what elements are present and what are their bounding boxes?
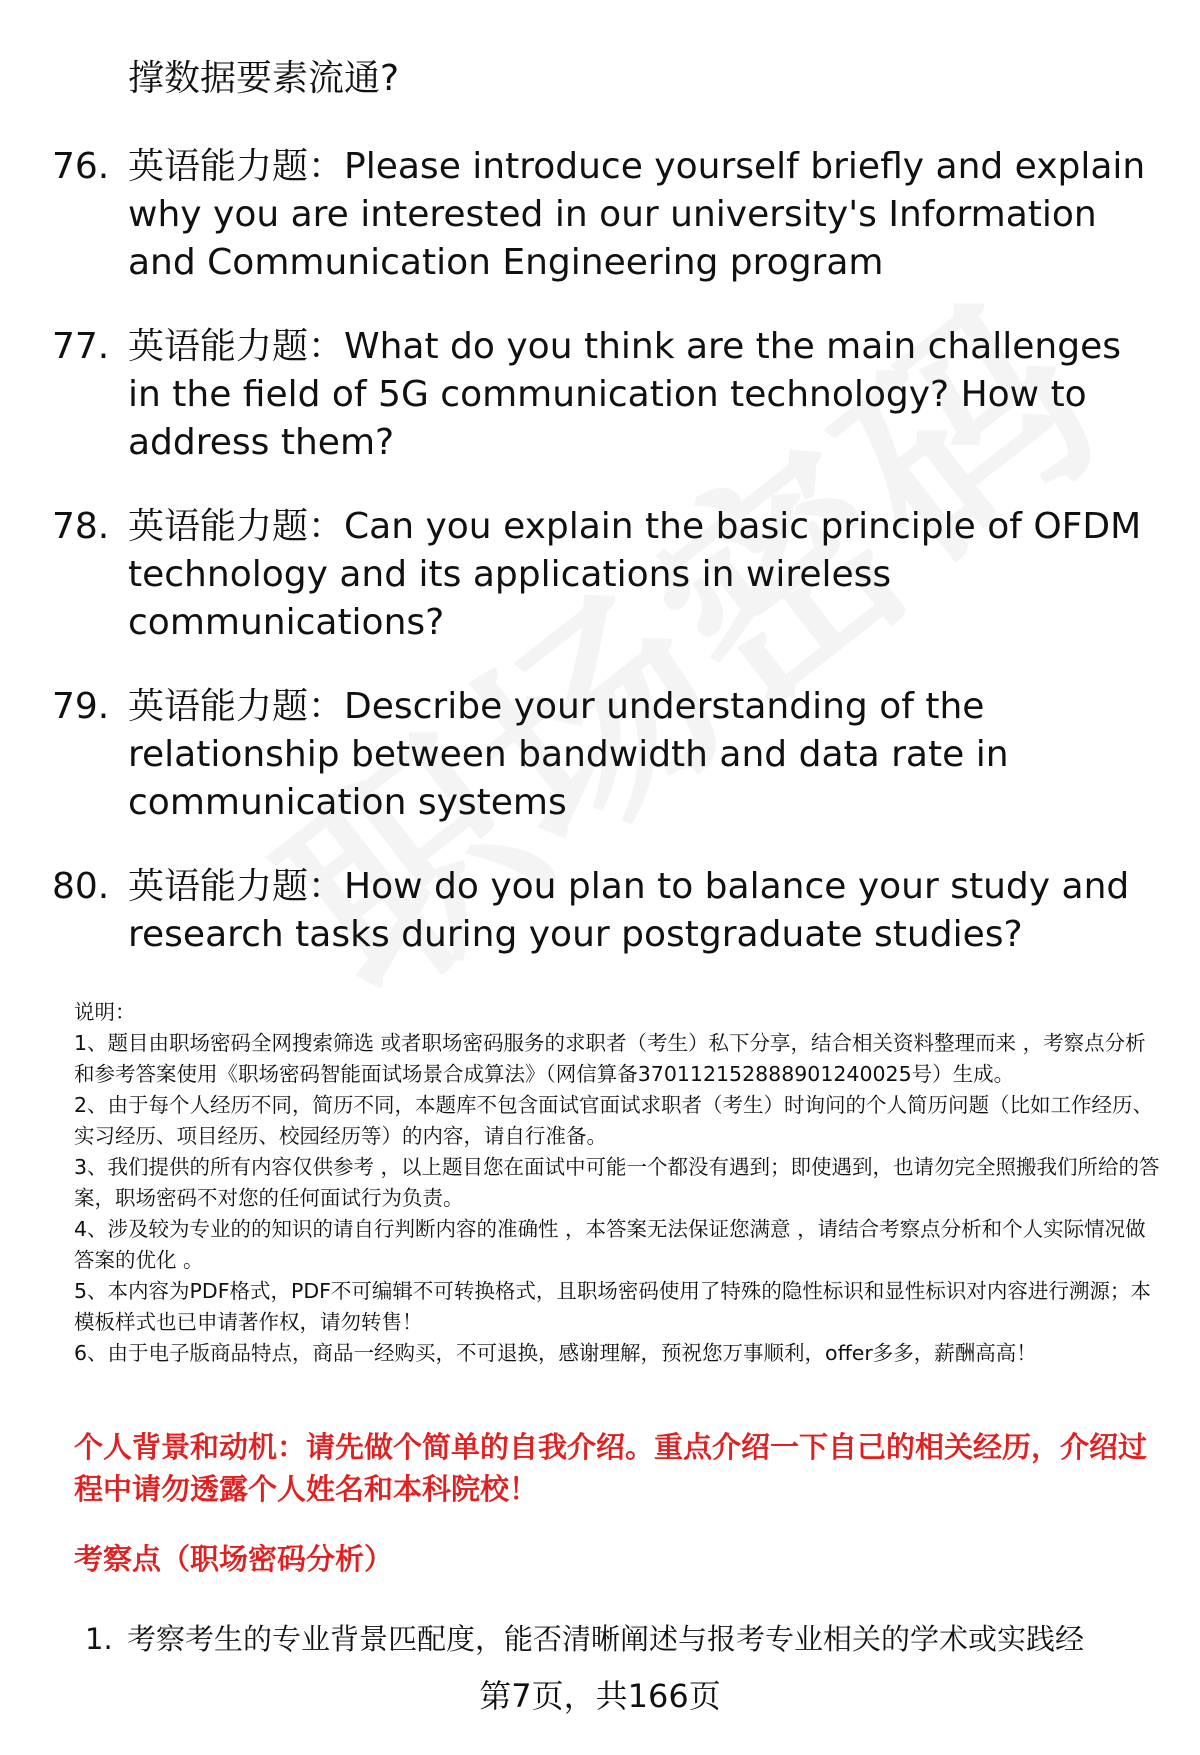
note-item: 1、题目由职场密码全网搜索筛选 或者职场密码服务的求职者（考生）私下分享，结合相关资料整理而来 ，考察点分析和参考答案使用《职场密码智能面试场景合成算法》（网信算备370112152888901240025号）生成。 (74, 1031, 1146, 1086)
analysis-number: 1. (85, 1622, 113, 1656)
question-number: 76. (52, 146, 110, 187)
question-prefix: 英语能力题： (128, 506, 345, 547)
question-text: Can you explain the basic principle of OFDM technology and its applications in wireless communications? (128, 506, 1142, 643)
question-prefix: 英语能力题： (128, 686, 345, 727)
question-prefix: 英语能力题： (128, 866, 345, 907)
question-number: 78. (52, 506, 110, 547)
section-heading: 个人背景和动机：请先做个简单的自我介绍。重点介绍一下自己的相关经历，介绍过程中请勿透露个人姓名和本科院校！ (74, 1430, 1148, 1506)
question-prefix: 英语能力题： (128, 146, 345, 187)
page-footer: 第7页，共166页 (479, 1677, 721, 1715)
note-item: 2、由于每个人经历不同，简历不同，本题库不包含面试官面试求职者（考生）时询问的个人简历问题（比如工作经历、实习经历、项目经历、校园经历等）的内容，请自行准备。 (74, 1093, 1154, 1148)
notes-title: 说明： (74, 1000, 136, 1024)
question-text: Describe your understanding of the relationship between bandwidth and data rate in communication systems (128, 686, 1009, 823)
question-number: 77. (52, 326, 110, 367)
note-item: 5、本内容为PDF格式，PDF不可编辑不可转换格式，且职场密码使用了特殊的隐性标识和显性标识对内容进行溯源；本模板样式也已申请著作权，请勿转售！ (74, 1279, 1151, 1334)
question-79 (52, 683, 1162, 827)
question-text: How do you plan to balance your study and research tasks during your postgraduate studies? (128, 866, 1130, 955)
question-number: 79. (52, 686, 110, 727)
analysis-text: 考察考生的专业背景匹配度，能否清晰阐述与报考专业相关的学术或实践经 (127, 1622, 1085, 1656)
note-item: 4、涉及较为专业的的知识的请自行判断内容的准确性 ，本答案无法保证您满意 ，请结合考察点分析和个人实际情况做答案的优化 。 (74, 1217, 1146, 1272)
analysis-heading: 考察点（职场密码分析） (74, 1542, 394, 1576)
question-text: What do you think are the main challenges in the field of 5G communication technology? How to address them? (128, 326, 1121, 463)
analysis-item (85, 1618, 1165, 1660)
question-77 (52, 323, 1162, 467)
notes-section (74, 997, 1164, 1369)
note-item: 3、我们提供的所有内容仅供参考 ，以上题目您在面试中可能一个都没有遇到；即使遇到，也请勿完全照搬我们所给的答案，职场密码不对您的任何面试行为负责。 (74, 1155, 1160, 1210)
question-prefix: 英语能力题： (128, 326, 345, 367)
question-80 (52, 863, 1162, 959)
continuation-text: 撑数据要素流通? (128, 58, 400, 99)
question-number: 80. (52, 866, 110, 907)
question-78 (52, 503, 1162, 647)
question-text: Please introduce yourself briefly and explain why you are interested in our university's Information and Communication Engineering program (128, 146, 1146, 283)
note-item: 6、由于电子版商品特点，商品一经购买，不可退换，感谢理解，预祝您万事顺利，offer多多，薪酬高高！ (74, 1341, 1037, 1365)
question-76 (52, 143, 1162, 287)
